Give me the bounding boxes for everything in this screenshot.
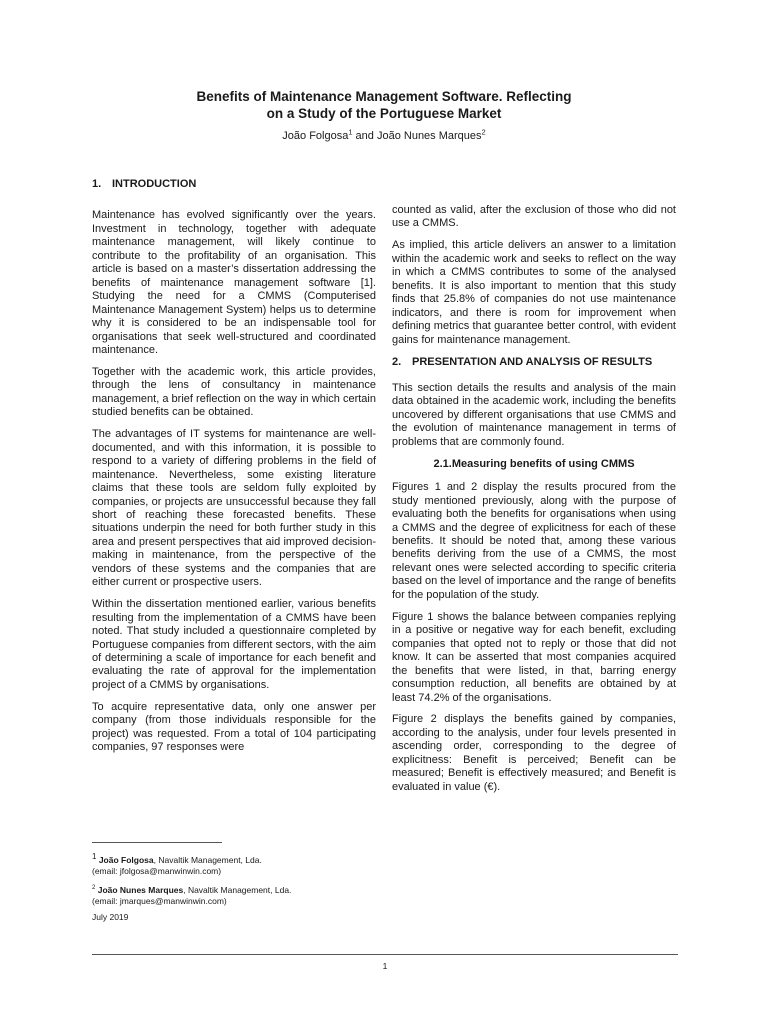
intro-paragraph-5-continuation: counted as valid, after the exclusion of those who did not use a CMMS. — [392, 204, 676, 230]
footnote-1-email: (email: jfolgosa@manwinwin.com) — [92, 866, 222, 877]
footnote-separator — [92, 842, 222, 843]
publication-date: July 2019 — [92, 912, 129, 922]
author-2-footnote-mark: 2 — [481, 127, 486, 137]
section-1-heading — [92, 178, 376, 191]
results-paragraph-3: Figure 2 displays the benefits gained by companies, according to the analysis, under four levels presented in ascending order, corresponding to the degree of explicitness: Benefit is perceived; Benefit can be measured; Benefit is effectively measured; and Benefit is evaluated in value (€). — [392, 713, 676, 793]
author-1-name: João Folgosa — [282, 130, 349, 142]
section-1-title: INTRODUCTION — [112, 178, 197, 190]
footnote-2-mark: 2 — [92, 884, 96, 891]
subsection-2-1-heading — [392, 458, 676, 471]
footnote-2-affiliation: , Navaltik Management, Lda. — [183, 884, 292, 895]
section-1-number: 1. — [92, 178, 102, 190]
footnotes — [92, 851, 392, 913]
footnote-1-mark: 1 — [92, 852, 97, 861]
intro-paragraph-4: Within the dissertation mentioned earlier, various benefits resulting from the implementation of a CMMS have been noted. That study included a questionnaire completed by Portuguese companies from different sectors, with the aim of determining a scale of importance for each benefit and evaluating the rate of approval for the implementation project of a CMMS by organisations. — [92, 598, 376, 691]
intro-paragraph-3: The advantages of IT systems for maintenance are well-documented, and with this information, it is possible to respond to a variety of differing problems in the field of maintenance. Nevertheless, some existing literature claims that these tools are seldom fully exploited by companies, or projects are unsuccessful because they fall short of reaching these forecasted benefits. These situations underpin the need for both further study in this area and present perspectives that aid improved decision-making in maintenance, from the perspective of the vendors of these systems and the companies that are either current or prospective users. — [92, 428, 376, 589]
results-paragraph-1: Figures 1 and 2 display the results procured from the study mentioned previously, along with the purpose of evaluating both the benefits for organisations when using a CMMS and the degree of explicitness for each of these benefits. It should be noted that, among these various benefits deriving from the use of a CMMS, the most relevant ones were selected according to specific criteria based on the level of importance and the range of benefits for the population of the study. — [392, 481, 676, 601]
paper-title-line-2: on a Study of the Portuguese Market — [266, 106, 502, 121]
author-conjunction: and — [352, 130, 377, 142]
footnote-2-name: João Nunes Marques — [97, 884, 184, 895]
footnote-1 — [92, 851, 392, 878]
section-2-title: PRESENTATION AND ANALYSIS OF RESULTS — [412, 355, 653, 368]
section-2-heading — [392, 356, 676, 369]
page-number: 1 — [382, 961, 388, 971]
author-2-name: João Nunes Marques — [376, 130, 482, 142]
subsection-2-1-number: 2.1. — [433, 457, 452, 470]
subsection-2-1-title: Measuring benefits of using CMMS — [451, 457, 635, 470]
intro-paragraph-2: Together with the academic work, this article provides, through the lens of consultancy in maintenance management, a brief reflection on the way in which certain studied benefits can be obtained. — [92, 365, 376, 419]
right-column — [392, 204, 676, 803]
footnote-2-email: (email: jmarques@manwinwin.com) — [92, 896, 227, 907]
intro-paragraph-5: To acquire representative data, only one answer per company (from those individuals responsible for the project) was requested. From a total of 104 participating companies, 97 responses were — [92, 700, 376, 754]
paper-title-line-1: Benefits of Maintenance Management Software. Reflecting — [196, 89, 572, 104]
author-line — [92, 129, 676, 143]
paper-title — [92, 88, 676, 122]
section-2-number: 2. — [392, 355, 402, 368]
page-footer-rule — [92, 954, 678, 955]
author-1-footnote-mark: 1 — [348, 127, 353, 137]
results-paragraph-2: Figure 1 shows the balance between companies replying in a positive or negative way for each benefit, excluding companies that opted not to reply or those that did not know. It can be asserted that most companies acquired the benefits that were listed, in that, barring energy consumption reduction, all benefits are obtained by at least 74.2% of the organisations. — [392, 610, 676, 704]
intro-paragraph-6: As implied, this article delivers an answer to a limitation within the academic work and seeks to reflect on the way in which a CMMS contributes to some of the analysed benefits. It is also important to mention that this study finds that 25.8% of companies do not use maintenance indicators, and there is room for improvement when defining metrics that guarantee better control, with evident gains for maintenance management. — [392, 239, 676, 346]
section-2-intro: This section details the results and analysis of the main data obtained in the academic work, including the benefits uncovered by different organisations that use CMMS and the evolution of maintenance management in terms of problems that are commonly found. — [392, 381, 676, 448]
footnote-2 — [92, 883, 392, 908]
left-column — [92, 178, 376, 763]
intro-paragraph-1: Maintenance has evolved significantly over the years. Investment in technology, together with adequate maintenance management, will likely continue to contribute to the profitability of an organisation. This article is based on a master’s dissertation addressing the benefits of maintenance management software [1]. Studying the need for a CMMS (Computerised Maintenance Management System) helps us to determine why it is considered to be an indispensable tool for organisations that seek well-structured and coordinated maintenance. — [92, 209, 376, 356]
footnote-1-affiliation: , Navaltik Management, Lda. — [153, 854, 262, 865]
footnote-1-name: João Folgosa — [98, 854, 154, 865]
